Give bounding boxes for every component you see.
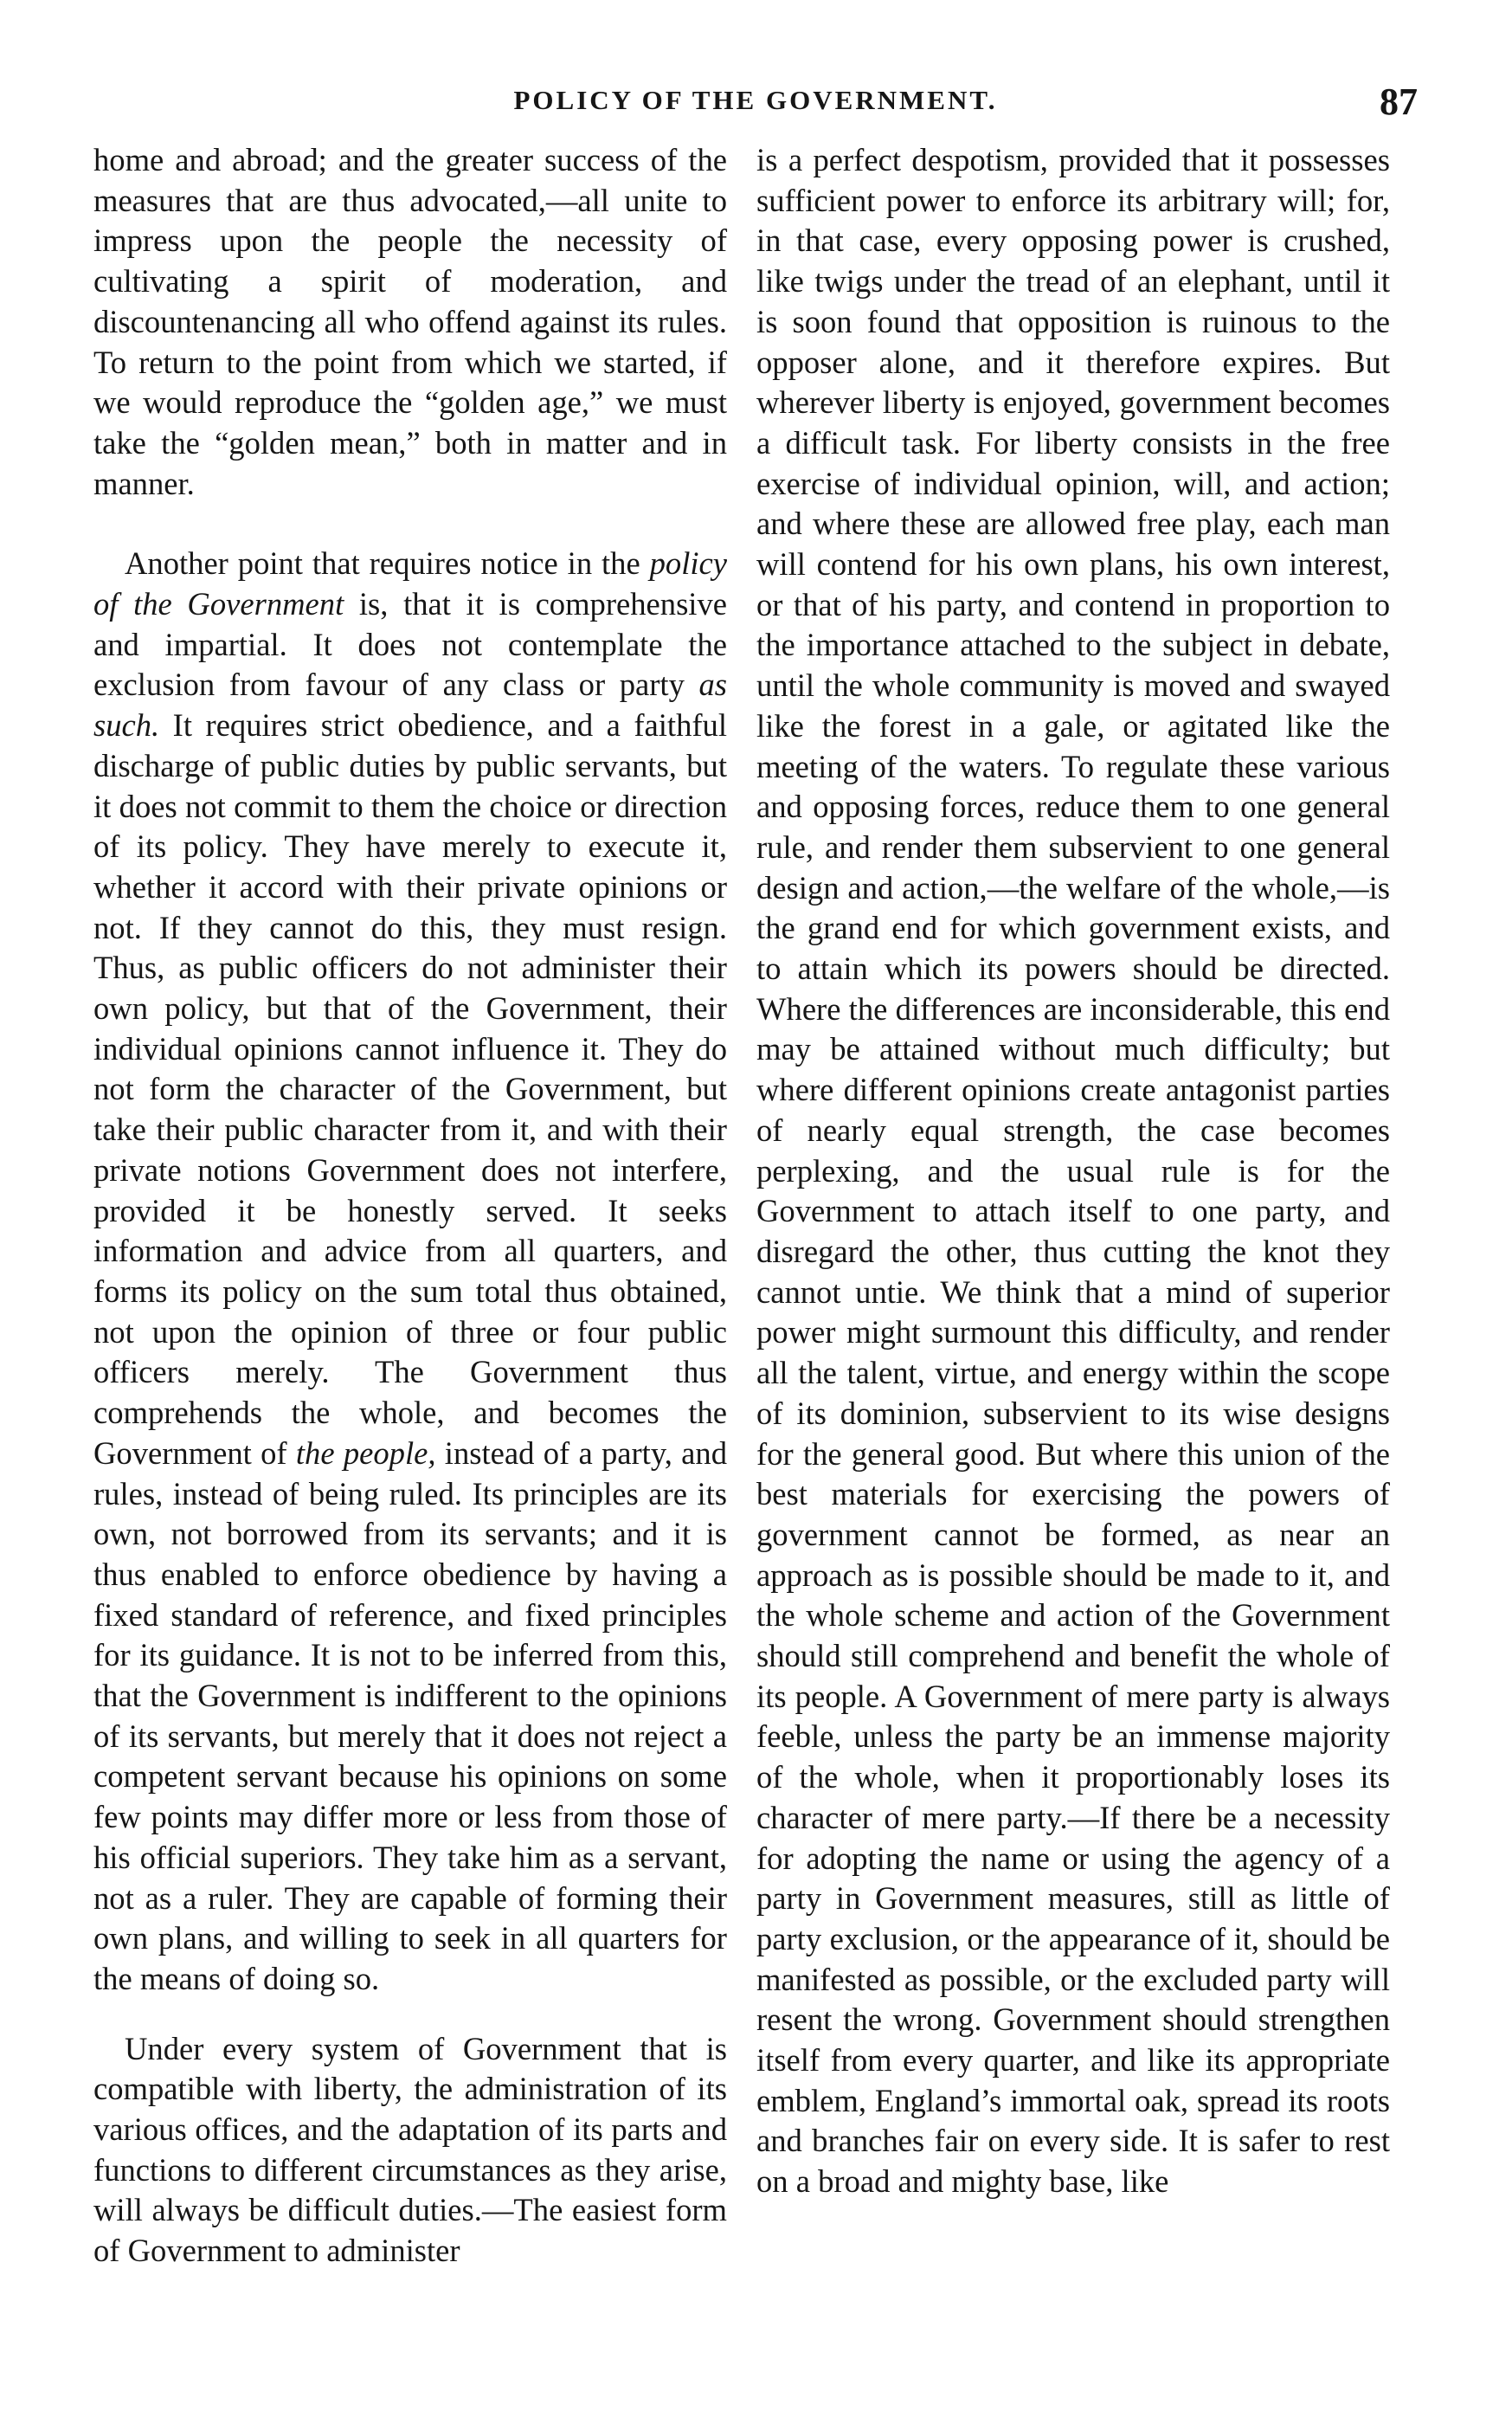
page-number: 87 (1380, 81, 1418, 123)
paragraph-text: Another point that requires notice in the (125, 545, 650, 582)
left-column (93, 140, 727, 2272)
paragraph-2-left (93, 544, 727, 1999)
paragraph-text: is, that it is comprehensive and impartial. It does not contemplate the exclusion from favour of any class or party (93, 586, 727, 703)
running-title: POLICY OF THE GOVERNMENT. (513, 85, 998, 115)
italic-phrase: the people, (295, 1434, 436, 1471)
paragraph-text: It requires strict obedience, and a faithful discharge of public duties by public servants, but it does not commit to them the choice or direction of its policy. They have merely to execute it, whether it accord with their private opinions or not. If they cannot do this, they must resign. Thus, as public officers do not administer their own policy, but that of the Government, their individual opinions cannot influence it. They do not form the character of the Government, but take their public character from it, and with their private notions Government does not interfere, provided it be honestly served. It seeks information and advice from all quarters, and forms its policy on the sum total thus obtained, not upon the opinion of three or four public officers merely. The Government thus comprehends the whole, and becomes the Government of (93, 707, 727, 1471)
paragraph-1-left: home and abroad; and the greater success of the measures that are thus advocated,—all unite to impress upon the people the necessity of cultivating a spirit of moderation, and discountenancing all who offend against its rules. To return to the point from which we started, if we would reproduce the “golden age,” we must take the “golden mean,” both in matter and in manner. (93, 142, 727, 501)
paragraph-1-right: is a perfect despotism, provided that it possesses sufficient power to enforce its arbitrary will; for, in that case, every opposing power is crushed, like twigs under the tread of an elephant, until it is soon found that opposition is ruinous to the opposer alone, and it therefore expires. But wherever liberty is enjoyed, government becomes a difficult task. For liberty consists in the free exercise of individual opinion, will, and action; and where these are allowed free play, each man will contend for his own plans, his own interest, or that of his party, and contend in proportion to the importance attached to the subject in debate, until the whole community is moved and swayed like the forest in a gale, or agitated like the meeting of the waters. To regulate these various and opposing forces, reduce them to one general rule, and render them subservient to one general design and action,—the welfare of the whole,—is the grand end for which government exists, and to attain which its powers should be directed. Where the differences are inconsiderable, this end may be attained without much difficulty; but where different opinions create antagonist parties of nearly equal strength, the case becomes perplexing, and the usual rule is for the Government to attach itself to one party, and disregard the other, thus cutting the knot they cannot untie. We think that a mind of superior power might surmount this difficulty, and render all the talent, virtue, and energy within the scope of its dominion, subservient to its wise designs for the general good. But where this union of the best materials for exercising the powers of government cannot be formed, as near an approach as is possible should be made to it, and the whole scheme and action of the Government should still comprehend and benefit the whole of its people. A Government of mere party is always feeble, unless the party be an immense majority of the whole, when it proportionably loses its character of mere party.—If there be a necessity for adopting the name or using the agency of a party in Government measures, still as little of party exclusion, or the appearance of it, should be manifested as possible, or the excluded party will resent the wrong. Government should strengthen itself from every quarter, and like its appropriate emblem, England’s immortal oak, spread its roots and branches fair on every side. It is safer to rest on a broad and mighty base, like (756, 142, 1390, 2200)
right-column (756, 140, 1390, 2202)
italic-phrase: as such. (93, 667, 727, 744)
paragraph-text: instead of a party, and rules, instead of being ruled. Its principles are its own, not borrowed from its servants; and it is thus enabled to enforce obedience by having a fixed standard of reference, and fixed principles for its guidance. It is not to be inferred from this, that the Government is indifferent to the opinions of its servants, but merely that it does not reject a competent servant because his opinions on some few points may differ more or less from those of his official superiors. They take him as a servant, not as a ruler. They are capable of forming their own plans, and willing to seek in all quarters for the means of doing so. (93, 1434, 727, 1996)
italic-phrase: policy of the Government (93, 545, 727, 622)
paragraph-3-left: Under every system of Government that is compatible with liberty, the administration of its various offices, and the adaptation of its parts and functions to different circumstances as they arise, will always be difficult duties.—The easiest form of Government to administer (93, 2030, 727, 2269)
page-header (93, 80, 1418, 140)
